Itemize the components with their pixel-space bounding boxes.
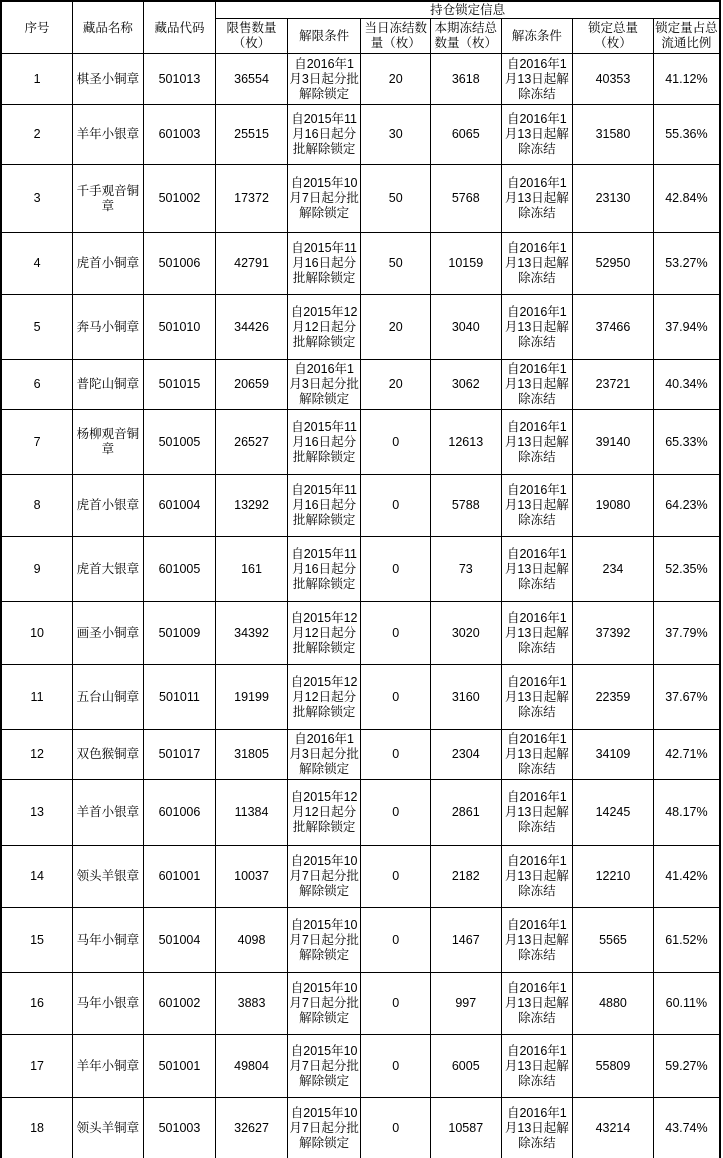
cell-index: 3 [1, 165, 73, 233]
cell-period-frozen-total: 3040 [430, 295, 501, 360]
cell-daily-frozen-qty: 0 [361, 537, 431, 602]
cell-period-frozen-total: 6065 [430, 105, 501, 165]
cell-locked-total: 234 [573, 537, 654, 602]
column-header-unfreeze-condition: 解冻条件 [501, 19, 573, 54]
cell-code: 501004 [143, 908, 216, 973]
cell-daily-frozen-qty: 20 [361, 360, 431, 410]
cell-unfreeze-condition: 自2016年1月13日起解除冻结 [501, 165, 573, 233]
cell-unlock-condition: 自2015年11月16日起分批解除锁定 [287, 537, 361, 602]
cell-name: 马年小铜章 [73, 908, 144, 973]
cell-code: 601004 [143, 475, 216, 537]
cell-code: 501013 [143, 54, 216, 105]
column-header-limit-qty: 限售数量（枚） [216, 19, 288, 54]
column-header-locked-total: 锁定总量（枚） [573, 19, 654, 54]
cell-code: 601003 [143, 105, 216, 165]
cell-period-frozen-total: 2861 [430, 780, 501, 846]
cell-daily-frozen-qty: 0 [361, 908, 431, 973]
cell-name: 领头羊银章 [73, 846, 144, 908]
cell-locked-total: 22359 [573, 665, 654, 730]
cell-period-frozen-total: 3160 [430, 665, 501, 730]
cell-period-frozen-total: 10159 [430, 233, 501, 295]
cell-daily-frozen-qty: 30 [361, 105, 431, 165]
table-row [1, 537, 720, 602]
cell-limit-qty: 10037 [216, 846, 288, 908]
cell-index: 14 [1, 846, 73, 908]
cell-limit-qty: 20659 [216, 360, 288, 410]
cell-limit-qty: 26527 [216, 410, 288, 475]
table-row [1, 1098, 720, 1158]
cell-period-frozen-total: 3020 [430, 602, 501, 665]
cell-code: 501001 [143, 1035, 216, 1098]
table-row [1, 233, 720, 295]
cell-limit-qty: 19199 [216, 665, 288, 730]
cell-index: 17 [1, 1035, 73, 1098]
cell-unfreeze-condition: 自2016年1月13日起解除冻结 [501, 475, 573, 537]
group-header-row [1, 1, 720, 19]
cell-locked-total: 52950 [573, 233, 654, 295]
cell-limit-qty: 25515 [216, 105, 288, 165]
cell-locked-ratio: 41.12% [653, 54, 720, 105]
cell-locked-ratio: 40.34% [653, 360, 720, 410]
cell-locked-ratio: 53.27% [653, 233, 720, 295]
cell-unfreeze-condition: 自2016年1月13日起解除冻结 [501, 1035, 573, 1098]
table-row [1, 295, 720, 360]
cell-index: 6 [1, 360, 73, 410]
cell-daily-frozen-qty: 50 [361, 233, 431, 295]
cell-unlock-condition: 自2015年10月7日起分批解除锁定 [287, 165, 361, 233]
cell-limit-qty: 161 [216, 537, 288, 602]
cell-code: 501002 [143, 165, 216, 233]
cell-period-frozen-total: 5788 [430, 475, 501, 537]
cell-name: 领头羊铜章 [73, 1098, 144, 1158]
cell-code: 501005 [143, 410, 216, 475]
cell-daily-frozen-qty: 0 [361, 780, 431, 846]
cell-locked-ratio: 52.35% [653, 537, 720, 602]
cell-period-frozen-total: 73 [430, 537, 501, 602]
table-row [1, 1035, 720, 1098]
cell-code: 501009 [143, 602, 216, 665]
cell-unlock-condition: 自2015年11月16日起分批解除锁定 [287, 105, 361, 165]
cell-locked-ratio: 37.67% [653, 665, 720, 730]
cell-locked-ratio: 42.71% [653, 730, 720, 780]
cell-name: 羊首小银章 [73, 780, 144, 846]
cell-name: 千手观音铜章 [73, 165, 144, 233]
cell-unlock-condition: 自2015年12月12日起分批解除锁定 [287, 602, 361, 665]
cell-locked-ratio: 42.84% [653, 165, 720, 233]
table-row [1, 165, 720, 233]
table-body [1, 54, 720, 1158]
cell-daily-frozen-qty: 0 [361, 410, 431, 475]
cell-limit-qty: 13292 [216, 475, 288, 537]
cell-unlock-condition: 自2015年12月12日起分批解除锁定 [287, 295, 361, 360]
cell-period-frozen-total: 2182 [430, 846, 501, 908]
cell-unlock-condition: 自2015年12月12日起分批解除锁定 [287, 665, 361, 730]
table-row [1, 780, 720, 846]
cell-index: 13 [1, 780, 73, 846]
cell-locked-total: 5565 [573, 908, 654, 973]
cell-unfreeze-condition: 自2016年1月13日起解除冻结 [501, 360, 573, 410]
cell-locked-total: 12210 [573, 846, 654, 908]
cell-index: 1 [1, 54, 73, 105]
cell-locked-ratio: 59.27% [653, 1035, 720, 1098]
cell-index: 11 [1, 665, 73, 730]
cell-daily-frozen-qty: 20 [361, 295, 431, 360]
cell-daily-frozen-qty: 20 [361, 54, 431, 105]
cell-index: 5 [1, 295, 73, 360]
cell-unfreeze-condition: 自2016年1月13日起解除冻结 [501, 846, 573, 908]
cell-locked-total: 34109 [573, 730, 654, 780]
table-row [1, 105, 720, 165]
cell-name: 马年小银章 [73, 973, 144, 1035]
column-header-index: 序号 [1, 1, 73, 54]
cell-unfreeze-condition: 自2016年1月13日起解除冻结 [501, 780, 573, 846]
table-row [1, 475, 720, 537]
cell-daily-frozen-qty: 0 [361, 730, 431, 780]
cell-limit-qty: 17372 [216, 165, 288, 233]
cell-daily-frozen-qty: 0 [361, 846, 431, 908]
cell-locked-total: 19080 [573, 475, 654, 537]
cell-locked-ratio: 37.94% [653, 295, 720, 360]
cell-name: 虎首大银章 [73, 537, 144, 602]
cell-locked-ratio: 65.33% [653, 410, 720, 475]
cell-code: 601005 [143, 537, 216, 602]
cell-unlock-condition: 自2015年11月16日起分批解除锁定 [287, 233, 361, 295]
cell-code: 501010 [143, 295, 216, 360]
column-header-code: 藏品代码 [143, 1, 216, 54]
cell-unlock-condition: 自2015年11月16日起分批解除锁定 [287, 410, 361, 475]
cell-locked-total: 40353 [573, 54, 654, 105]
cell-limit-qty: 31805 [216, 730, 288, 780]
cell-locked-ratio: 43.74% [653, 1098, 720, 1158]
cell-name: 羊年小铜章 [73, 1035, 144, 1098]
cell-code: 501011 [143, 665, 216, 730]
cell-period-frozen-total: 3062 [430, 360, 501, 410]
cell-unfreeze-condition: 自2016年1月13日起解除冻结 [501, 973, 573, 1035]
cell-locked-total: 39140 [573, 410, 654, 475]
cell-locked-total: 37466 [573, 295, 654, 360]
group-header-lock-info: 持仓锁定信息 [216, 1, 720, 19]
cell-unlock-condition: 自2015年10月7日起分批解除锁定 [287, 1098, 361, 1158]
cell-daily-frozen-qty: 0 [361, 475, 431, 537]
cell-unlock-condition: 自2015年11月16日起分批解除锁定 [287, 475, 361, 537]
cell-locked-ratio: 61.52% [653, 908, 720, 973]
cell-limit-qty: 49804 [216, 1035, 288, 1098]
cell-unfreeze-condition: 自2016年1月13日起解除冻结 [501, 233, 573, 295]
cell-locked-ratio: 41.42% [653, 846, 720, 908]
cell-period-frozen-total: 997 [430, 973, 501, 1035]
cell-name: 羊年小银章 [73, 105, 144, 165]
cell-unfreeze-condition: 自2016年1月13日起解除冻结 [501, 105, 573, 165]
cell-locked-ratio: 55.36% [653, 105, 720, 165]
cell-name: 双色猴铜章 [73, 730, 144, 780]
cell-daily-frozen-qty: 0 [361, 973, 431, 1035]
cell-limit-qty: 4098 [216, 908, 288, 973]
table-row [1, 730, 720, 780]
cell-locked-ratio: 60.11% [653, 973, 720, 1035]
cell-locked-total: 55809 [573, 1035, 654, 1098]
cell-code: 501006 [143, 233, 216, 295]
cell-unfreeze-condition: 自2016年1月13日起解除冻结 [501, 602, 573, 665]
table-row [1, 360, 720, 410]
cell-unfreeze-condition: 自2016年1月13日起解除冻结 [501, 665, 573, 730]
cell-unlock-condition: 自2016年1月3日起分批解除锁定 [287, 54, 361, 105]
cell-index: 15 [1, 908, 73, 973]
table-row [1, 410, 720, 475]
cell-daily-frozen-qty: 0 [361, 665, 431, 730]
table-row [1, 846, 720, 908]
cell-name: 虎首小铜章 [73, 233, 144, 295]
cell-unfreeze-condition: 自2016年1月13日起解除冻结 [501, 537, 573, 602]
cell-unfreeze-condition: 自2016年1月13日起解除冻结 [501, 410, 573, 475]
cell-daily-frozen-qty: 0 [361, 1035, 431, 1098]
cell-index: 12 [1, 730, 73, 780]
table-row [1, 908, 720, 973]
cell-unlock-condition: 自2015年10月7日起分批解除锁定 [287, 1035, 361, 1098]
cell-daily-frozen-qty: 50 [361, 165, 431, 233]
cell-period-frozen-total: 1467 [430, 908, 501, 973]
cell-daily-frozen-qty: 0 [361, 602, 431, 665]
cell-locked-total: 37392 [573, 602, 654, 665]
cell-name: 画圣小铜章 [73, 602, 144, 665]
column-header-unlock-condition: 解限条件 [287, 19, 361, 54]
cell-index: 9 [1, 537, 73, 602]
table-row [1, 54, 720, 105]
cell-period-frozen-total: 6005 [430, 1035, 501, 1098]
table-row [1, 602, 720, 665]
cell-locked-total: 23130 [573, 165, 654, 233]
cell-limit-qty: 34392 [216, 602, 288, 665]
table-header [1, 1, 720, 54]
cell-name: 五台山铜章 [73, 665, 144, 730]
cell-unfreeze-condition: 自2016年1月13日起解除冻结 [501, 54, 573, 105]
cell-unlock-condition: 自2016年1月3日起分批解除锁定 [287, 360, 361, 410]
cell-locked-total: 43214 [573, 1098, 654, 1158]
cell-daily-frozen-qty: 0 [361, 1098, 431, 1158]
cell-unfreeze-condition: 自2016年1月13日起解除冻结 [501, 730, 573, 780]
column-header-locked-ratio: 锁定量占总流通比例 [653, 19, 720, 54]
cell-unfreeze-condition: 自2016年1月13日起解除冻结 [501, 295, 573, 360]
cell-index: 7 [1, 410, 73, 475]
cell-code: 501003 [143, 1098, 216, 1158]
cell-name: 虎首小银章 [73, 475, 144, 537]
cell-unlock-condition: 自2015年10月7日起分批解除锁定 [287, 846, 361, 908]
cell-limit-qty: 32627 [216, 1098, 288, 1158]
cell-unlock-condition: 自2015年10月7日起分批解除锁定 [287, 908, 361, 973]
cell-index: 2 [1, 105, 73, 165]
cell-name: 棋圣小铜章 [73, 54, 144, 105]
column-header-period-frozen-total: 本期冻结总数量（枚） [430, 19, 501, 54]
cell-name: 普陀山铜章 [73, 360, 144, 410]
cell-index: 4 [1, 233, 73, 295]
cell-limit-qty: 11384 [216, 780, 288, 846]
cell-unlock-condition: 自2015年12月12日起分批解除锁定 [287, 780, 361, 846]
cell-locked-total: 31580 [573, 105, 654, 165]
cell-index: 18 [1, 1098, 73, 1158]
cell-name: 杨柳观音铜章 [73, 410, 144, 475]
cell-limit-qty: 3883 [216, 973, 288, 1035]
cell-period-frozen-total: 2304 [430, 730, 501, 780]
cell-index: 8 [1, 475, 73, 537]
cell-period-frozen-total: 5768 [430, 165, 501, 233]
cell-code: 501015 [143, 360, 216, 410]
cell-period-frozen-total: 10587 [430, 1098, 501, 1158]
cell-code: 601006 [143, 780, 216, 846]
cell-locked-total: 23721 [573, 360, 654, 410]
cell-period-frozen-total: 12613 [430, 410, 501, 475]
cell-code: 501017 [143, 730, 216, 780]
column-header-name: 藏品名称 [73, 1, 144, 54]
table-row [1, 665, 720, 730]
cell-code: 601002 [143, 973, 216, 1035]
cell-limit-qty: 36554 [216, 54, 288, 105]
cell-locked-ratio: 64.23% [653, 475, 720, 537]
cell-locked-total: 14245 [573, 780, 654, 846]
cell-unlock-condition: 自2015年10月7日起分批解除锁定 [287, 973, 361, 1035]
cell-locked-ratio: 48.17% [653, 780, 720, 846]
table-row [1, 973, 720, 1035]
cell-limit-qty: 34426 [216, 295, 288, 360]
cell-locked-total: 4880 [573, 973, 654, 1035]
cell-unfreeze-condition: 自2016年1月13日起解除冻结 [501, 1098, 573, 1158]
cell-index: 10 [1, 602, 73, 665]
cell-locked-ratio: 37.79% [653, 602, 720, 665]
cell-name: 奔马小铜章 [73, 295, 144, 360]
column-header-daily-frozen-qty: 当日冻结数量（枚） [361, 19, 431, 54]
cell-unfreeze-condition: 自2016年1月13日起解除冻结 [501, 908, 573, 973]
cell-index: 16 [1, 973, 73, 1035]
cell-limit-qty: 42791 [216, 233, 288, 295]
cell-period-frozen-total: 3618 [430, 54, 501, 105]
cell-unlock-condition: 自2016年1月3日起分批解除锁定 [287, 730, 361, 780]
cell-code: 601001 [143, 846, 216, 908]
